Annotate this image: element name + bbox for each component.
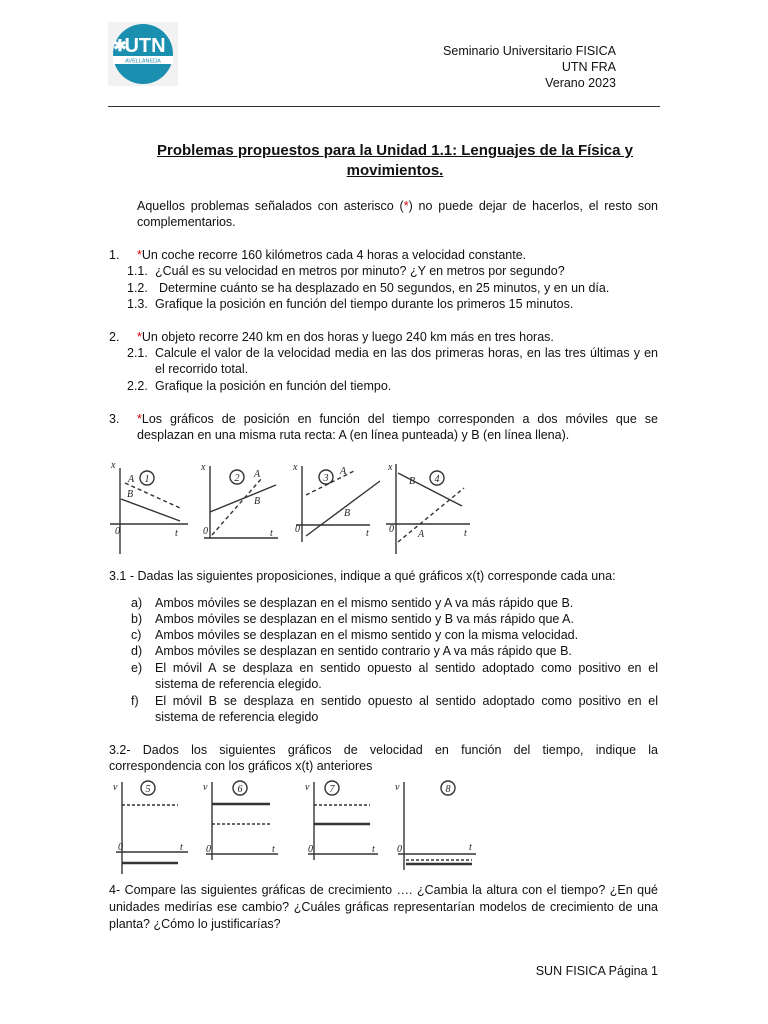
problem-2-number: 2. xyxy=(109,330,120,344)
graph-1-origin: 0 xyxy=(115,526,120,537)
graph-1-line-b xyxy=(121,499,180,521)
question-3-2-line-1: 3.2- Dados los siguientes gráficos de velocidad en función del tiempo, indique la xyxy=(109,743,658,757)
utn-logo xyxy=(108,22,178,86)
logo-text: UTN xyxy=(124,35,166,57)
graph-8-y-axis: v xyxy=(395,782,400,793)
header-line-2: UTN FRA xyxy=(561,60,616,74)
graph-7-y-axis: v xyxy=(305,782,310,793)
problem-1-3-number: 1.3. xyxy=(127,297,148,311)
header-line-1: Seminario Universitario FISICA xyxy=(443,44,616,58)
option-e-line-1: El móvil A se desplaza en sentido opuesto al sentido adoptado como positivo en el xyxy=(155,661,658,675)
page-title xyxy=(140,141,650,181)
graph-2-origin: 0 xyxy=(203,526,208,537)
problem-1-3-text: Grafique la posición en función del tiempo durante los primeros 15 minutos. xyxy=(155,297,574,311)
problem-2-1-line-2: el recorrido total. xyxy=(155,362,249,376)
problem-1-number: 1. xyxy=(109,248,120,262)
graph-2-label-a: A xyxy=(254,469,261,480)
graph-5-y-axis: v xyxy=(113,782,118,793)
graph-4-label-b: B xyxy=(409,476,416,487)
svg-text:✱: ✱ xyxy=(113,38,127,55)
graph-2-number: 2 xyxy=(234,473,240,484)
header-rule xyxy=(108,106,660,107)
question-3-1-title: 3.1 - Dadas las siguientes proposiciones, indique a qué gráficos x(t) corresponde cada una: xyxy=(109,569,616,583)
graph-8-x-axis: t xyxy=(469,842,472,853)
option-b-label: b) xyxy=(131,612,143,626)
option-d-text: Ambos móviles se desplazan en sentido contrario y A va más rápido que B. xyxy=(155,644,572,658)
graph-2-y-axis: x xyxy=(201,462,206,473)
graph-2-label-b: B xyxy=(254,496,261,507)
graph-7-origin: 0 xyxy=(308,844,313,855)
problem-3-line-2: desplazan en una misma ruta recta: A (en línea punteada) y B (en línea llena). xyxy=(137,428,570,442)
problem-2-statement: *Un objeto recorre 240 km en dos horas y luego 240 km más en tres horas. xyxy=(137,330,554,344)
problem-3-number: 3. xyxy=(109,412,120,426)
problem-3-line-1: *Los gráficos de posición en función del tiempo corresponden a dos móviles que se xyxy=(137,412,658,426)
problem-1-2-text: Determine cuánto se ha desplazado en 50 segundos, en 25 minutos, y en un día. xyxy=(159,281,610,295)
graph-4-line-a xyxy=(398,488,464,542)
graph-3-y-axis: x xyxy=(293,462,298,473)
problem-1-2-number: 1.2. xyxy=(127,281,148,295)
graph-3-number: 3 xyxy=(323,473,329,484)
option-e-label: e) xyxy=(131,661,143,675)
option-b-text: Ambos móviles se desplazan en el mismo sentido y B va más rápido que A. xyxy=(155,612,574,626)
graph-3-line-b xyxy=(306,481,380,536)
graph-8-number: 8 xyxy=(445,784,451,795)
velocity-graphs xyxy=(108,776,480,876)
graph-1-label-b: B xyxy=(127,489,134,500)
graph-8-origin: 0 xyxy=(397,844,402,855)
graph-6-number: 6 xyxy=(237,784,243,795)
graph-6-x-axis: t xyxy=(272,844,275,855)
graph-4-number: 4 xyxy=(434,474,440,485)
header-line-3: Verano 2023 xyxy=(545,76,616,90)
problem-4-line-2: unidades medirías ese cambio? ¿Cuáles gráficas representarían modelos de crecimiento de una xyxy=(109,900,658,914)
graph-1-number: 1 xyxy=(144,474,150,485)
problem-4-line-3: planta? ¿Cómo lo justificarías? xyxy=(109,917,281,931)
graph-2-x-axis: t xyxy=(270,528,273,539)
graph-5-number: 5 xyxy=(145,784,151,795)
title-line-2: movimientos. xyxy=(346,162,444,179)
graph-3-label-a: A xyxy=(340,466,347,477)
title-line-1: Problemas propuestos para la Unidad 1.1: Lenguajes de la Física y xyxy=(157,142,633,159)
option-e-line-2: sistema de referencia elegido. xyxy=(155,677,322,691)
page-footer: SUN FISICA Página 1 xyxy=(535,964,658,978)
question-3-2-line-2: correspondencia con los gráficos x(t) anteriores xyxy=(109,759,373,773)
graph-7-number: 7 xyxy=(329,784,335,795)
problem-2-2-number: 2.2. xyxy=(127,379,148,393)
graph-4-y-axis: x xyxy=(388,462,393,473)
position-graphs xyxy=(104,456,476,560)
graph-6-origin: 0 xyxy=(206,844,211,855)
option-d-label: d) xyxy=(131,644,143,658)
intro-paragraph: Aquellos problemas señalados con asterisco (*) no puede dejar de hacerlos, el resto son complementarios. xyxy=(137,199,659,229)
graph-3-x-axis: t xyxy=(366,528,369,539)
problem-1-1-text: ¿Cuál es su velocidad en metros por minuto? ¿Y en metros por segundo? xyxy=(155,264,565,278)
graph-1-y-axis: x xyxy=(111,460,116,471)
problem-1-1-number: 1.1. xyxy=(127,264,148,278)
option-f-line-2: sistema de referencia elegido xyxy=(155,710,319,724)
graph-4-origin: 0 xyxy=(389,524,394,535)
graph-1-x-axis: t xyxy=(175,528,178,539)
problem-2-2-text: Grafique la posición en función del tiempo. xyxy=(155,379,392,393)
logo-subtext: AVELLANEDA xyxy=(125,58,161,65)
option-a-label: a) xyxy=(131,596,143,610)
problem-4-line-1: 4- Compare las siguientes gráficas de crecimiento …. ¿Cambia la altura con el tiempo? ¿En qué xyxy=(109,883,658,897)
problem-1-statement: *Un coche recorre 160 kilómetros cada 4 horas a velocidad constante. xyxy=(137,248,527,262)
graph-2-line-b xyxy=(210,485,276,512)
graph-5-origin: 0 xyxy=(118,842,123,853)
graph-4-x-axis: t xyxy=(464,528,467,539)
option-c-label: c) xyxy=(131,628,142,642)
problem-2-1-number: 2.1. xyxy=(127,346,148,360)
graph-3-origin: 0 xyxy=(295,524,300,535)
graph-5-x-axis: t xyxy=(180,842,183,853)
problem-2-1-line-1: Calcule el valor de la velocidad media en las dos primeras horas, en las tres últimas y en xyxy=(155,346,658,360)
utn-logo-graphic xyxy=(108,22,178,86)
graph-7-x-axis: t xyxy=(372,844,375,855)
option-f-line-1: El móvil B se desplaza en sentido opuesto al sentido adoptado como positivo en el xyxy=(155,694,658,708)
option-a-text: Ambos móviles se desplazan en el mismo sentido y A va más rápido que B. xyxy=(155,596,574,610)
graph-3-label-b: B xyxy=(344,508,351,519)
asterisk-marker: * xyxy=(403,199,409,213)
graph-6-y-axis: v xyxy=(203,782,208,793)
graph-4-label-a: A xyxy=(418,529,425,540)
option-f-label: f) xyxy=(131,694,139,708)
graph-1-label-a: A xyxy=(128,474,135,485)
option-c-text: Ambos móviles se desplazan en el mismo sentido y con la misma velocidad. xyxy=(155,628,579,642)
